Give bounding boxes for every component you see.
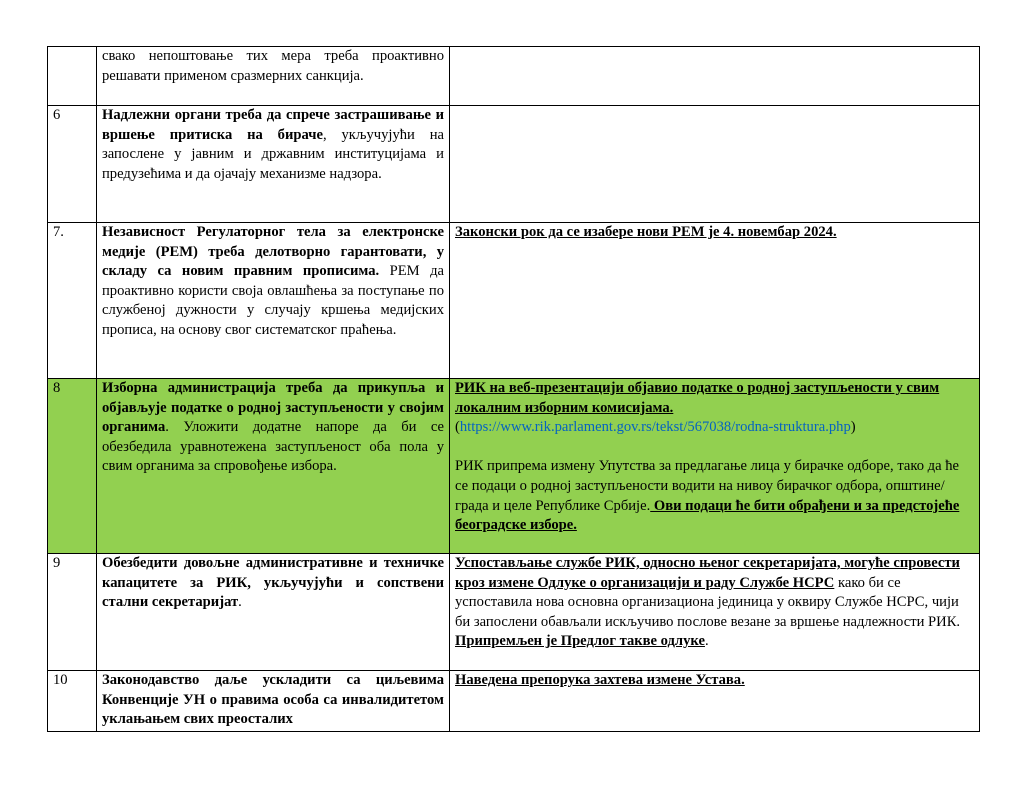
recommendation-text: , укључујући на запослене у јавним и државним институцијама и предузећима и да ојачају механизме надзора. bbox=[102, 126, 444, 182]
status-text: Успостављање службе РИК, односно њеног секретаријата, могуће спровести кроз измене Одлуке о организацији и раду Службе НСРС bbox=[455, 555, 960, 591]
recommendations-table bbox=[47, 46, 980, 732]
row-number: 10 bbox=[48, 671, 97, 732]
recommendation-cell bbox=[97, 223, 450, 379]
status-bold-text: Припремљен је Предлог такве одлуке bbox=[455, 633, 705, 650]
status-end-punct: . bbox=[704, 633, 709, 650]
status-cell bbox=[450, 106, 980, 223]
recommendation-bold-text: Изборна администрација треба да прикупља и објављује податке о родној заступљености у својим органима bbox=[102, 380, 444, 436]
row-number: 6 bbox=[48, 106, 97, 223]
row-number: 7. bbox=[48, 223, 97, 379]
table-row bbox=[48, 554, 980, 671]
table-row bbox=[48, 223, 980, 379]
recommendation-cell bbox=[97, 554, 450, 671]
status-text-secondary: како би се успоставила нова основна организациона јединица у оквиру Службе НСРС, чији би запослени обављали искључиво послове везане за вршење надлежности РИК. bbox=[455, 574, 961, 630]
rik-gender-structure-link[interactable]: https://www.rik.parlament.gov.rs/tekst/567038/rodna-struktura.php bbox=[459, 419, 851, 436]
link-paren-open: ( bbox=[455, 419, 460, 436]
paragraph-gap bbox=[455, 438, 974, 458]
row-number bbox=[48, 47, 97, 106]
status-text: Наведена препорука захтева измене Устава. bbox=[455, 672, 745, 688]
recommendation-text: . Уложити додатне напоре да би се обезбедила уравнотежена заступљеност оба пола у свим органима за спровођење избора. bbox=[102, 419, 444, 475]
recommendation-bold-text: Законодавство даље ускладити са циљевима Конвенције УН о правима особа са инвалидитетом уклањањем свих преосталих bbox=[102, 672, 444, 728]
status-cell bbox=[450, 671, 980, 732]
status-cell bbox=[450, 554, 980, 671]
recommendation-cell bbox=[97, 671, 450, 732]
status-cell bbox=[450, 47, 980, 106]
recommendation-bold-text: Надлежни органи треба да спрече застрашивање и вршење притиска на бираче bbox=[102, 107, 444, 143]
status-bold-text: Ови подаци ће бити обрађени и за предстојеће београдске изборе. bbox=[455, 497, 960, 534]
recommendation-bold-text: Независност Регулаторног тела за електронске медије (РЕМ) треба делотворно гарантовати, у складу са новим правним прописима. bbox=[102, 224, 444, 280]
table-row bbox=[48, 671, 980, 732]
status-text: РИК на веб-презентацији објавио податке о родној заступљености у свим локалним изборним комисијама. bbox=[455, 380, 940, 416]
table-row bbox=[48, 47, 980, 106]
status-text: Законски рок да се изабере нови РЕМ је 4. новембар 2024. bbox=[455, 224, 837, 240]
link-line bbox=[455, 418, 974, 438]
table-row bbox=[48, 106, 980, 223]
row-number: 8 bbox=[48, 379, 97, 554]
recommendation-text: РЕМ да проактивно користи своја овлашћења за поступање по службеној дужности у случају кршења медијских прописа, на основу свог систематског праћења. bbox=[102, 263, 444, 338]
recommendation-cell bbox=[97, 379, 450, 554]
table-row-highlighted bbox=[48, 379, 980, 554]
link-paren-close: ) bbox=[850, 419, 856, 436]
status-text-secondary: РИК припрема измену Упутства за предлагање лица у бирачке одборе, тако да ће се подаци о родној заступљености водити на нивоу бирачког одбора, општине/града и целе Републике Србије. bbox=[455, 458, 959, 514]
recommendation-cell bbox=[97, 47, 450, 106]
recommendation-cell bbox=[97, 106, 450, 223]
status-cell bbox=[450, 379, 980, 554]
recommendation-text: свако непоштовање тих мера треба проактивно решавати применом сразмерних санкција. bbox=[102, 48, 444, 84]
recommendation-text: . bbox=[238, 594, 242, 611]
recommendation-bold-text: Обезбедити довољне административне и техничке капацитете за РИК, укључујући и сопствени стални секретаријат bbox=[102, 555, 444, 611]
row-number: 9 bbox=[48, 554, 97, 671]
status-cell bbox=[450, 223, 980, 379]
